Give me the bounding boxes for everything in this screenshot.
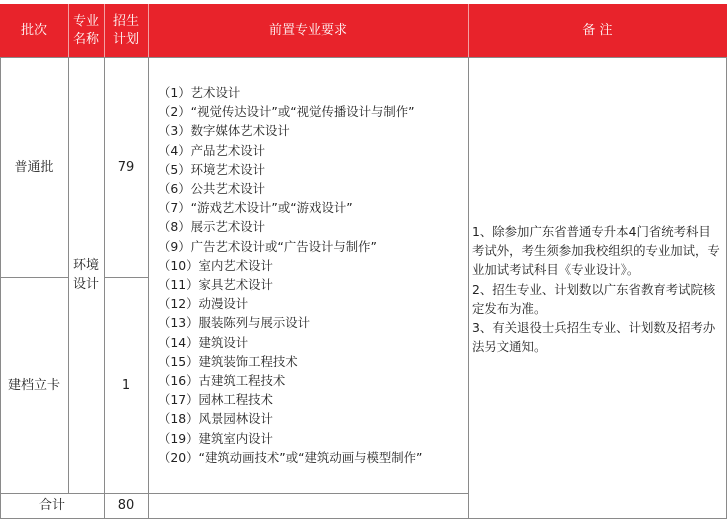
header-batch: 批次 (0, 4, 68, 57)
plan-veteran: 1 (121, 377, 131, 393)
requirement-item: （8）展示艺术设计 (158, 219, 266, 235)
batch-veteran: 建档立卡 (7, 377, 60, 393)
requirement-item: （18）风景园林设计 (158, 411, 273, 427)
requirement-item: （11）家具艺术设计 (158, 277, 273, 293)
requirement-item: （14）建筑设计 (158, 334, 249, 350)
requirement-item: （12）动漫设计 (158, 296, 249, 312)
requirement-item: （4）产品艺术设计 (158, 142, 266, 158)
requirement-item: （5）环境艺术设计 (158, 161, 266, 177)
header-requirements: 前置专业要求 (148, 4, 468, 57)
requirement-item: （1）艺术设计 (158, 85, 241, 100)
total-label: 合计 (38, 498, 65, 513)
requirement-item: （13）服装陈列与展示设计 (158, 315, 311, 331)
note-item: 1、除参加广东省普通专升本4门省统考科目考试外，考生须参加我校组织的专业加试，专业加试考试科目《专业设计》。 (472, 224, 720, 278)
requirements-list (158, 83, 463, 467)
requirement-item: （17）园林工程技术 (158, 392, 273, 408)
batch-regular: 普通批 (14, 159, 54, 175)
requirement-item: （2）“视觉传达设计”或“视觉传播设计与制作” (158, 104, 415, 120)
requirement-item: （19）建筑室内设计 (158, 430, 273, 446)
major-name: 环境 设计 (72, 258, 99, 292)
requirement-item: （9）广告艺术设计或“广告设计与制作” (158, 238, 377, 254)
plan-regular: 79 (117, 159, 135, 175)
header-plan: 招生 计划 (104, 4, 148, 57)
requirement-item: （20）“建筑动画技术”或“建筑动画与模型制作” (158, 449, 423, 465)
requirement-item: （16）古建筑工程技术 (158, 373, 286, 389)
requirement-item: （3）数字媒体艺术设计 (158, 123, 290, 139)
notes-text (472, 222, 720, 356)
requirement-item: （6）公共艺术设计 (158, 181, 266, 197)
header-notes: 备 注 (468, 4, 727, 57)
total-value: 80 (117, 498, 135, 513)
note-item: 2、招生专业、计划数以广东省教育考试院核定发布为准。 (472, 281, 716, 316)
note-item: 3、有关退役士兵招生专业、计划数及招考办法另文通知。 (472, 320, 716, 355)
requirement-item: （10）室内艺术设计 (158, 257, 273, 273)
requirement-item: （15）建筑装饰工程技术 (158, 353, 298, 369)
requirement-item: （7）“游戏艺术设计”或“游戏设计” (158, 200, 353, 216)
header-major: 专业 名称 (68, 4, 104, 57)
